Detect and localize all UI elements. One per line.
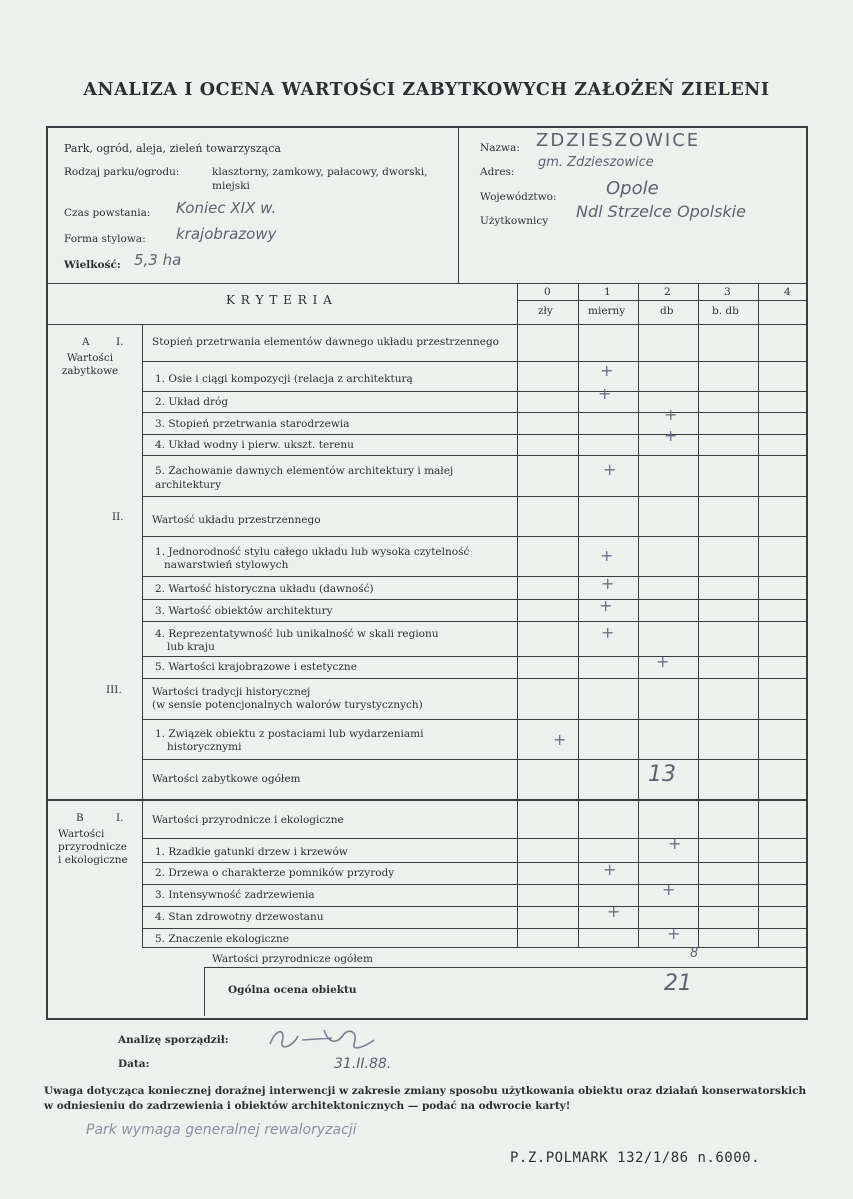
a3-row-1a: 1. Związek obiektu z postaciami lub wydarzeniami [155,728,424,740]
uwaga-line-2: w odniesieniu do zadrzewienia i obiektów architektonicznych — podać na odwrocie karty! [44,1100,571,1112]
col-2-label: db [660,305,674,317]
overall-label: Ogólna ocena obiektu [228,984,357,996]
b-total-label: Wartości przyrodnicze ogółem [212,953,373,965]
col-0-label: zły [538,305,553,317]
printer-imprint: P.Z.POLMARK 132/1/86 n.6000. [510,1150,761,1166]
section-b-letter: B [76,812,84,824]
mark-a1-3: + [664,405,678,424]
mark-a3-1: + [553,730,567,749]
mark-a2-2: + [601,574,615,593]
mark-a2-1: + [600,546,614,565]
mark-b1-4: + [607,902,621,921]
wojewodztwo-label: Województwo: [480,191,557,203]
park-type-line: Park, ogród, aleja, zieleń towarzysząca [64,142,281,155]
uzytkownicy-value: Ndl Strzelce Opolskie [576,202,746,221]
handwritten-note: Park wymaga generalnej rewaloryzacji [86,1122,357,1138]
a3-head-b: (w sensie potencjonalnych walorów turystycznych) [152,699,423,711]
overall-value: 21 [664,971,692,996]
document-title: ANALIZA I OCENA WARTOŚCI ZABYTKOWYCH ZAŁOŻEŃ ZIELENI [83,80,770,100]
section-a-roman-2: II. [112,511,124,523]
b-total-value: 8 [690,946,699,961]
col-3-num: 3 [724,286,731,298]
forma-value: krajobrazowy [176,225,277,243]
wielkosc-value: 5,3 ha [134,251,182,269]
mark-b1-3: + [662,880,676,899]
rodzaj-options-2: miejski [212,180,250,192]
mark-b1-5: + [667,924,681,943]
czas-value: Koniec XIX w. [176,199,277,217]
section-a-roman-3: III. [106,684,122,696]
col-1-label: mierny [588,305,626,317]
mark-a2-3: + [599,596,613,615]
a1-head: Stopień przetrwania elementów dawnego układu przestrzennego [152,336,499,348]
a3-row-1b: historycznymi [167,741,242,753]
col-1-num: 1 [604,286,611,298]
wielkosc-label: Wielkość: [64,259,121,271]
mark-a2-5: + [656,652,670,671]
a2-row-1b: nawarstwień stylowych [164,559,289,571]
nazwa-value: ZDZIESZOWICE [536,130,701,151]
adres-value: gm. Zdzieszowice [538,155,654,170]
a1-row-5b: architektury [155,479,222,491]
section-a-name: Wartości zabytkowe [61,352,119,377]
a2-row-4a: 4. Reprezentatywność lub unikalność w skali regionu [155,628,439,640]
col-3-label: b. db [712,305,739,317]
a1-row-4: 4. Układ wodny i pierw. ukszt. terenu [155,439,354,451]
section-a-roman: I. [116,336,124,348]
b1-row-4: 4. Stan zdrowotny drzewostanu [155,911,324,923]
forma-label: Forma stylowa: [64,233,146,245]
a2-head: Wartość układu przestrzennego [152,514,321,526]
a1-row-1: 1. Osie i ciągi kompozycji (relacja z architekturą [155,373,413,385]
a3-head-a: Wartości tradycji historycznej [152,686,311,698]
section-b-roman: I. [116,812,124,824]
czas-label: Czas powstania: [64,207,151,219]
b1-row-5: 5. Znaczenie ekologiczne [155,933,290,945]
mark-a1-5: + [603,460,617,479]
mark-b1-1: + [668,834,682,853]
a2-row-2: 2. Wartość historyczna układu (dawność) [155,583,374,595]
a2-row-5: 5. Wartości krajobrazowe i estetyczne [155,661,357,673]
a1-row-5a: 5. Zachowanie dawnych elementów architektury i małej [155,465,454,477]
section-a-letter: A [82,336,90,348]
mark-a1-1: + [600,361,614,380]
b1-row-3: 3. Intensywność zadrzewienia [155,889,315,901]
mark-a2-4: + [601,623,615,642]
a2-row-3: 3. Wartość obiektów architektury [155,605,333,617]
uwaga-line-1: Uwaga dotycząca koniecznej doraźnej interwencji w zakresie zmiany sposobu użytkowania obiektu oraz działań konserwatorskich [44,1085,807,1097]
mark-b1-2: + [603,860,617,879]
b1-row-1: 1. Rzadkie gatunki drzew i krzewów [155,846,348,858]
a1-row-3: 3. Stopień przetrwania starodrzewia [155,418,350,430]
adres-label: Adres: [480,166,515,178]
nazwa-label: Nazwa: [480,142,520,154]
rodzaj-label: Rodzaj parku/ogrodu: [64,166,180,178]
uzytkownicy-label: Użytkownicy [480,215,549,227]
a2-row-4b: lub kraju [167,641,215,653]
kryteria-header: K R Y T E R I A [226,293,333,307]
data-label: Data: [118,1058,150,1070]
a2-row-1a: 1. Jednorodność stylu całego układu lub wysoka czytelność [155,546,470,558]
signature-icon [262,1022,402,1058]
col-4-num: 4 [784,286,791,298]
b1-head: Wartości przyrodnicze i ekologiczne [152,814,344,826]
b1-row-2: 2. Drzewa o charakterze pomników przyrody [155,867,395,879]
a-total-value: 13 [648,762,676,787]
rodzaj-options: klasztorny, zamkowy, pałacowy, dworski, [212,166,428,178]
a-total-label: Wartości zabytkowe ogółem [152,773,301,785]
analiza-label: Analizę sporządził: [118,1034,229,1046]
col-0-num: 0 [544,286,551,298]
mark-a1-4: + [664,426,678,445]
mark-a1-2: + [598,384,612,403]
col-2-num: 2 [664,286,671,298]
date-value: 31.II.88. [334,1056,392,1072]
section-b-name: Wartości przyrodnicze i ekologiczne [58,828,128,866]
wojewodztwo-value: Opole [606,178,659,199]
a1-row-2: 2. Układ dróg [155,396,229,408]
